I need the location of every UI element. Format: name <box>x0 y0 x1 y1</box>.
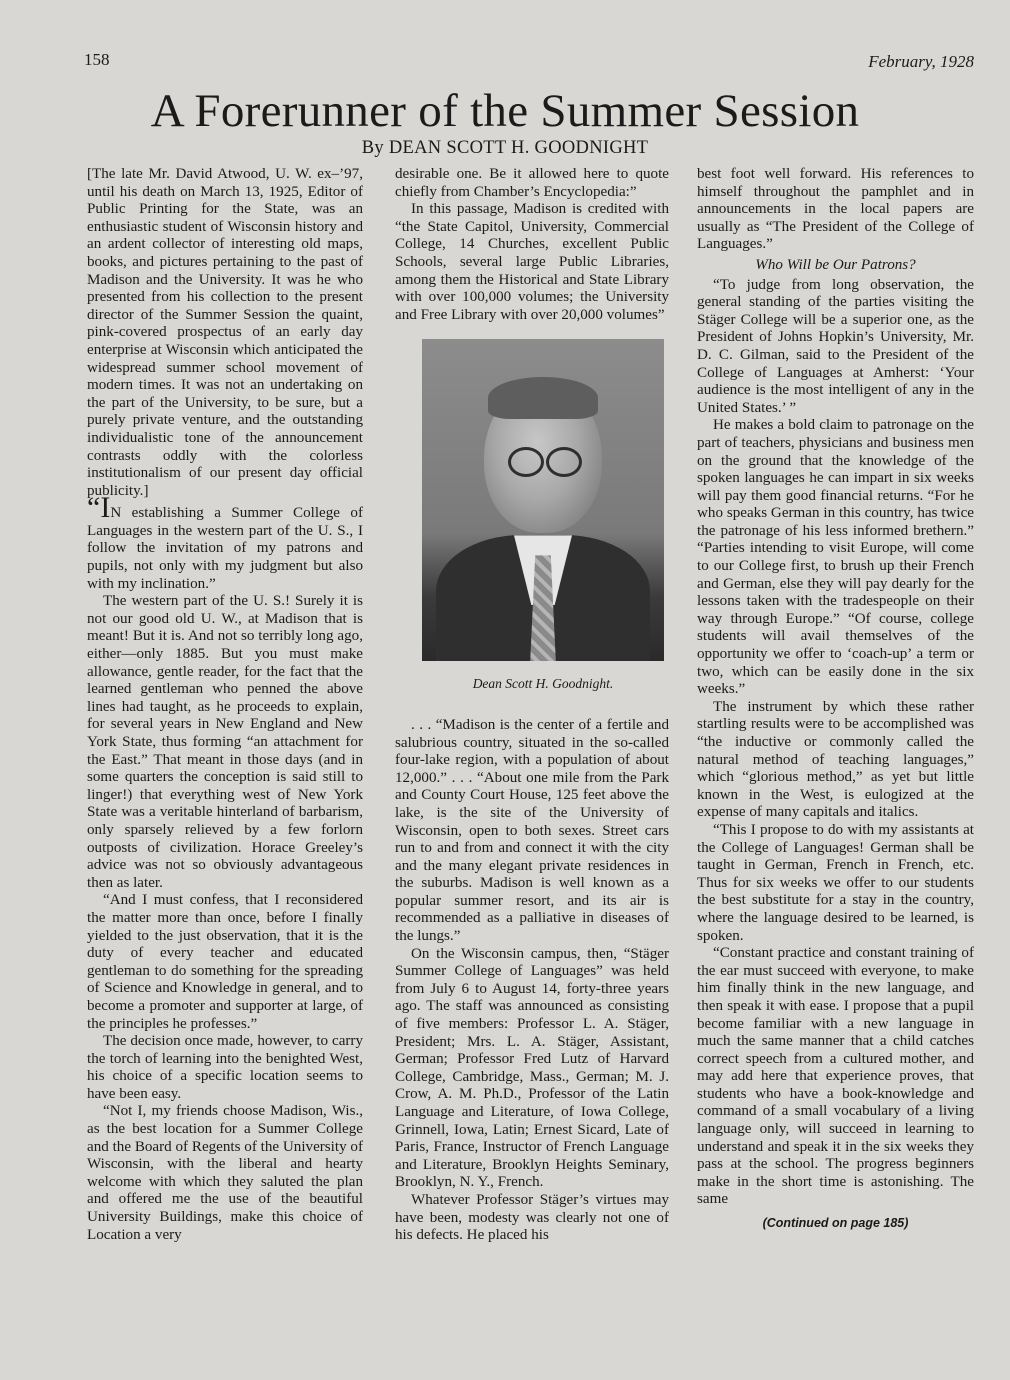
article-byline: By DEAN SCOTT H. GOODNIGHT <box>361 138 649 158</box>
body-paragraph: desirable one. Be it allowed here to quote chiefly from Chamber’s Encyclopedia:” <box>395 166 669 200</box>
body-paragraph: “And I must confess, that I reconsidered the matter more than once, before I finally yielded to the just observation, that it is the duty of every teacher and educated gentleman to do something for the spreading of Science and Knowledge in general, and to become a promoter and supporter at large, of the principles he professes.” <box>87 892 363 1032</box>
page-number: 158 <box>84 50 110 69</box>
editor-note-paragraph: [The late Mr. David Atwood, U. W. ex–’97, until his death on March 13, 1925, Editor of Public Printing for the State, was an enthusiastic student of Wisconsin history and an ardent collector of interesting old maps, books, and pictures pertaining to the past of Madison and the University. It was he who presented from his collection to the present director of the Summer Session the quaint, pink-covered prospectus of an early day enterprise at Wisconsin which anticipated the widespread summer school movement of modern times. It was not an undertaking on the part of the University, to be sure, but a purely private venture, and the outstanding individualistic tone of the announcement contrasts oddly with the colorless institutionalism of our present day official publicity.] <box>87 166 363 499</box>
portrait-figure <box>422 339 664 693</box>
body-paragraph: . . . “Madison is the center of a fertile and salubrious country, situated in the so-called four-lake region, with a population of about 12,000.” . . . “About one mile from the Park and County Court House, 125 feet above the lake, is the site of the University of Wisconsin, open to both sexes. Street cars run to and from and connect it with the city and the many elegant private residences in the suburbs. Madison is well known as a popular summer resort, and its air is recommended as a palliative in diseases of the lungs.” <box>395 716 669 945</box>
issue-date: February, 1928 <box>868 52 974 71</box>
body-paragraph: He makes a bold claim to patronage on the part of teachers, physicians and business men on the ground that the knowledge of the spoken languages he can impart in six weeks will pay them good financial returns. “For he who speaks German in this country, has twice the patronage of his less informed brethern.” “Parties intending to visit Europe, will come to our College first, to brush up their French and German, else they will pay dearly for the lessons taken with the tradespeople on their way through Europe.” “Of course, college students will avail themselves of the opportunity we offer to ‘coach-up’ a term or two, which can be easily done in the six weeks.” <box>697 417 974 698</box>
article-title: A Forerunner of the Summer Session <box>150 85 860 137</box>
drop-cap: “I <box>87 491 111 525</box>
opening-quote-text: N establishing a Summer College of Languages in the western part of the U. S., I follow the invitation of my patrons and pupils, not only with my judgment but also with my inclination.” <box>87 505 363 592</box>
photo-caption: Dean Scott H. Goodnight. <box>472 676 614 692</box>
body-paragraph: “To judge from long observation, the general standing of the parties visiting the Stäger College will be a superior one, as the President of Johns Hopkin’s University, Mr. D. C. Gilman, said to the President of the College of Languages at Amherst: ‘Your audience is the most intelligent of any in the United States.’ ” <box>697 276 974 416</box>
section-subhead: Who Will be Our Patrons? <box>755 256 916 273</box>
body-paragraph: best foot well forward. His references to himself throughout the pamphlet and in announcements in the local papers are usually as “The President of the College of Languages.” <box>697 166 974 253</box>
column-1 <box>87 166 363 1244</box>
opening-quote-paragraph <box>87 491 363 593</box>
body-paragraph: The decision once made, however, to carry the torch of learning into the benighted West, his choice of a specific location seems to have been easy. <box>87 1033 363 1102</box>
column-2 <box>395 166 669 1245</box>
portrait-photo <box>422 339 664 661</box>
body-paragraph: On the Wisconsin campus, then, “Stäger Summer College of Languages” was held from July 6 to August 14, forty-three years ago. The staff was announced as consisting of five members: Professor L. A. Stäger, President; Mrs. L. A. Stäger, Assistant, German; Professor Fred Lutz of Harvard College, Cambridge, Mass., German; M. J. Crow, A. M. Ph.D., Professor of the Latin Language and Literature, of Iowa College, Grinnell, Iowa, Latin; Ernest Sicard, Late of Paris, France, Instructor of French Language and Literature, Brooklyn Heights Seminary, Brooklyn, N. Y., French. <box>395 945 669 1191</box>
column-3 <box>697 166 974 1233</box>
body-paragraph: In this passage, Madison is credited with “the State Capitol, University, Commercial College, 14 Churches, excellent Public Schools, several large Public Libraries, among them the Historical and State Library with over 100,000 volumes; the University and Free Library with over 20,000 volumes” <box>395 201 669 323</box>
continued-note: (Continued on page 185) <box>762 1216 909 1231</box>
body-paragraph: The western part of the U. S.! Surely it is not our good old U. W., at Madison that is meant! But it is. And not so terribly long ago, either—only 1885. But you must make allowance, gentle reader, for the fact that the learned gentleman who penned the above lines had taught, as he proceeds to explain, for several years in New England and New York State, thus forming “an attachment for the East.” That meant in those days (and in some quarters the conception is said still to linger!) that everything west of New York State was a veritable hinterland of barbarism, only sparsely relieved by a few forlorn outposts of civilization. Horace Greeley’s advice was not so obviously advantageous then as later. <box>87 593 363 891</box>
body-paragraph: “Constant practice and constant training of the ear must succeed with everyone, to make him finally think in the new language, and then speak it with ease. I propose that a pupil become familiar with a new language in much the same manner that a child catches correct speech from a cultured mother, and may add here that experience proves, that students who have a book-knowledge and command of a small vocabulary of a living language only, will succeed in learning to understand and speak it in the six weeks they pass at the school. The progress beginners make in the short time is astonishing. The same <box>697 945 974 1208</box>
body-paragraph: Whatever Professor Stäger’s virtues may have been, modesty was clearly not one of his defects. He placed his <box>395 1191 669 1244</box>
body-paragraph: “This I propose to do with my assistants at the College of Languages! German shall be taught in German, French in French, etc. Thus for six weeks we offer to our students the best substitute for a stay in the country, where the language desired to be learned, is spoken. <box>697 821 974 944</box>
body-paragraph: The instrument by which these rather startling results were to be accomplished was “the inductive or commonly called the natural method of teaching languages,” which “glorious method,” as yet but little known in the West, is eulogized at the expense of many capitals and italics. <box>697 698 974 821</box>
body-paragraph: “Not I, my friends choose Madison, Wis., as the best location for a Summer College and the Board of Regents of the University of Wisconsin, with the liberal and hearty welcome with which they saluted the plan and offered me the use of the beautiful University Buildings, make this choice of Location a very <box>87 1103 363 1243</box>
